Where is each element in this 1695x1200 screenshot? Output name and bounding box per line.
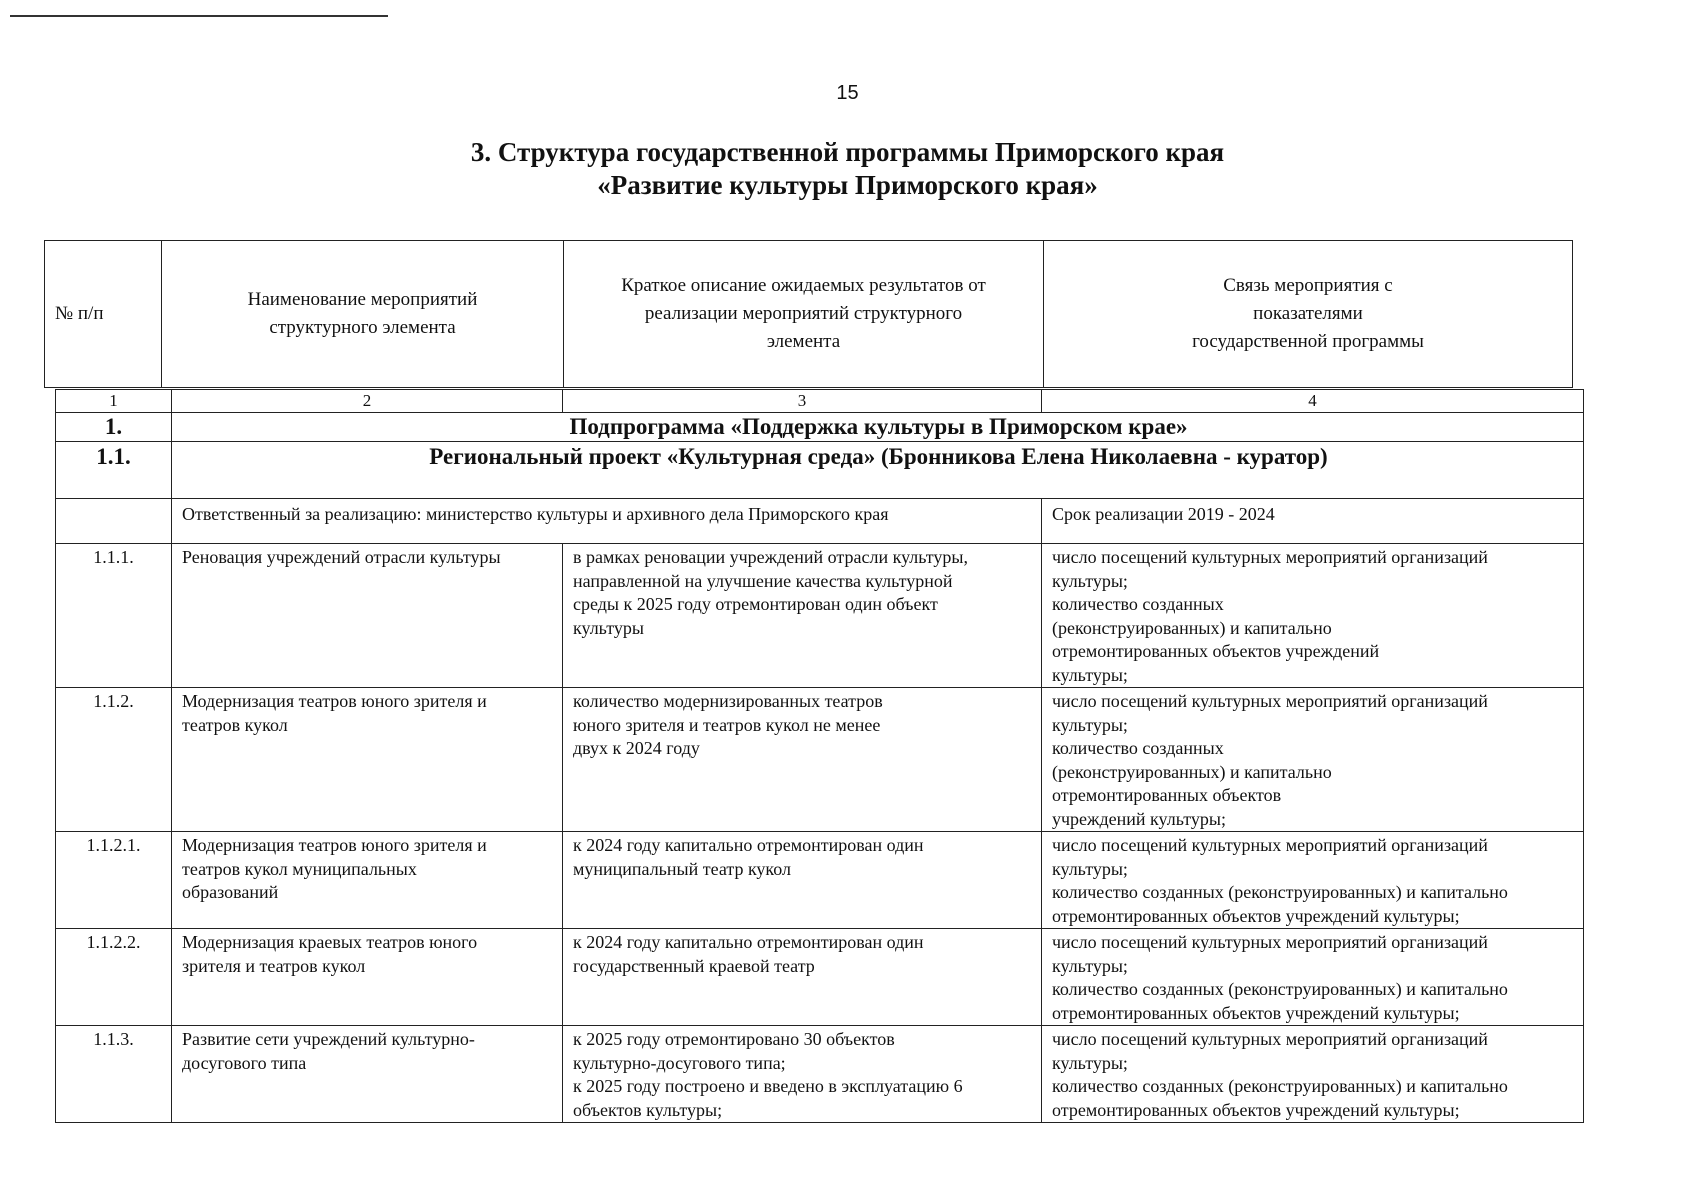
row-result-line: количество модернизированных театров xyxy=(573,691,883,711)
subprogram-number: 1. xyxy=(56,413,172,442)
row-result-line: среды к 2025 году отремонтирован один объект xyxy=(573,594,938,614)
row-link-line: отремонтированных объектов учреждений культуры; xyxy=(1052,905,1460,926)
row-name xyxy=(172,832,563,929)
row-link-line: культуры; xyxy=(1052,570,1128,591)
row-result-line: к 2025 году построено и введено в эксплуатацию 6 xyxy=(573,1076,963,1096)
header-col-result xyxy=(564,241,1044,388)
row-link-line: количество созданных xyxy=(1052,738,1224,758)
column-number: 4 xyxy=(1042,390,1584,413)
row-name-line: образований xyxy=(182,882,279,902)
row-name-line: Модернизация краевых театров юного xyxy=(182,932,478,952)
column-number-row xyxy=(56,390,1584,413)
column-number: 1 xyxy=(56,390,172,413)
header-col-link-line: показателями xyxy=(1253,303,1363,324)
row-result-line: юного зрителя и театров кукол не менее xyxy=(573,714,881,735)
responsible-empty-cell xyxy=(56,499,172,544)
title-line-1: 3. Структура государственной программы Приморского края xyxy=(470,137,1225,167)
row-name-line: театров кукол муниципальных xyxy=(182,858,417,879)
row-name xyxy=(172,688,563,832)
header-col-result-line: Краткое описание ожидаемых результатов от xyxy=(621,275,986,296)
header-col-link-line: Связь мероприятия с xyxy=(1223,275,1393,296)
project-row xyxy=(56,442,1584,499)
row-link-line: культуры; xyxy=(1052,955,1128,976)
row-indicator-link xyxy=(1042,929,1584,1026)
row-result-line: объектов культуры; xyxy=(573,1099,723,1120)
row-result xyxy=(563,544,1042,688)
project-title: Региональный проект «Культурная среда» (Бронникова Елена Николаевна - куратор) xyxy=(172,442,1584,499)
row-link-line: учреждений культуры; xyxy=(1052,808,1226,829)
table-row xyxy=(56,544,1584,688)
title-line-2: «Развитие культуры Приморского края» xyxy=(597,170,1098,200)
implementation-period: Срок реализации 2019 - 2024 xyxy=(1042,499,1584,544)
row-link-line: отремонтированных объектов учреждений культуры; xyxy=(1052,1099,1460,1120)
row-result-line: государственный краевой театр xyxy=(573,955,815,976)
document-title xyxy=(0,136,1695,202)
row-name-line: Развитие сети учреждений культурно- xyxy=(182,1029,475,1049)
row-result xyxy=(563,832,1042,929)
row-link-line: число посещений культурных мероприятий организаций xyxy=(1052,1029,1488,1049)
row-result xyxy=(563,929,1042,1026)
subprogram-row xyxy=(56,413,1584,442)
row-link-line: (реконструированных) и капитально xyxy=(1052,617,1332,638)
column-number: 2 xyxy=(172,390,563,413)
subprogram-title: Подпрограмма «Поддержка культуры в Приморском крае» xyxy=(172,413,1584,442)
row-name xyxy=(172,929,563,1026)
row-link-line: культуры; xyxy=(1052,664,1128,685)
row-result-line: к 2024 году капитально отремонтирован один xyxy=(573,835,924,855)
row-link-line: (реконструированных) и капитально xyxy=(1052,761,1332,782)
table-row xyxy=(56,832,1584,929)
row-link-line: отремонтированных объектов учреждений xyxy=(1052,641,1380,661)
header-col-number: № п/п xyxy=(45,241,162,388)
row-link-line: число посещений культурных мероприятий организаций xyxy=(1052,691,1488,711)
row-number: 1.1.3. xyxy=(56,1026,172,1123)
row-name-line: театров кукол xyxy=(182,714,288,735)
row-result-line: муниципальный театр кукол xyxy=(573,858,792,879)
table-row xyxy=(56,929,1584,1026)
header-col-link-line: государственной программы xyxy=(1192,331,1424,352)
row-link-line: отремонтированных объектов учреждений культуры; xyxy=(1052,1002,1460,1023)
row-indicator-link xyxy=(1042,1026,1584,1123)
row-result-line: направленной на улучшение качества культурной xyxy=(573,570,953,591)
row-link-line: культуры; xyxy=(1052,858,1128,879)
row-indicator-link xyxy=(1042,688,1584,832)
responsible-row xyxy=(56,499,1584,544)
row-link-line: количество созданных xyxy=(1052,594,1224,614)
column-number: 3 xyxy=(563,390,1042,413)
structure-table xyxy=(55,389,1584,1123)
row-number: 1.1.2.2. xyxy=(56,929,172,1026)
row-result-line: двух к 2024 году xyxy=(573,738,700,758)
row-result-line: к 2025 году отремонтировано 30 объектов xyxy=(573,1029,895,1049)
row-link-line: число посещений культурных мероприятий организаций xyxy=(1052,547,1488,567)
row-number: 1.1.2. xyxy=(56,688,172,832)
row-link-line: количество созданных (реконструированных) и капитально xyxy=(1052,882,1508,902)
header-col-name-line: Наименование мероприятий xyxy=(247,289,478,310)
row-link-line: культуры; xyxy=(1052,1052,1128,1073)
top-rule xyxy=(10,15,388,17)
header-col-link xyxy=(1044,241,1573,388)
row-number: 1.1.2.1. xyxy=(56,832,172,929)
row-indicator-link xyxy=(1042,832,1584,929)
row-name-line: Модернизация театров юного зрителя и xyxy=(182,835,487,855)
row-name xyxy=(172,544,563,688)
header-col-result-line: реализации мероприятий структурного xyxy=(644,303,963,324)
row-result-line: культурно-досугового типа; xyxy=(573,1052,786,1073)
row-result-line: к 2024 году капитально отремонтирован один xyxy=(573,932,924,952)
row-result xyxy=(563,1026,1042,1123)
header-row xyxy=(45,241,1573,388)
row-name-line: досугового типа xyxy=(182,1052,307,1073)
header-table xyxy=(44,240,1573,388)
row-indicator-link xyxy=(1042,544,1584,688)
header-col-name-line: структурного элемента xyxy=(269,317,456,338)
row-link-line: количество созданных (реконструированных) и капитально xyxy=(1052,1076,1508,1096)
row-number: 1.1.1. xyxy=(56,544,172,688)
row-name-line: Реновация учреждений отрасли культуры xyxy=(182,547,501,567)
row-link-line: отремонтированных объектов xyxy=(1052,785,1282,805)
row-link-line: количество созданных (реконструированных) и капитально xyxy=(1052,979,1508,999)
responsible-text: Ответственный за реализацию: министерство культуры и архивного дела Приморского края xyxy=(172,499,1042,544)
row-name xyxy=(172,1026,563,1123)
row-link-line: число посещений культурных мероприятий организаций xyxy=(1052,932,1488,952)
row-name-line: зрителя и театров кукол xyxy=(182,955,366,976)
row-link-line: культуры; xyxy=(1052,714,1128,735)
table-row xyxy=(56,1026,1584,1123)
row-result xyxy=(563,688,1042,832)
row-result-line: в рамках реновации учреждений отрасли культуры, xyxy=(573,547,969,567)
row-link-line: число посещений культурных мероприятий организаций xyxy=(1052,835,1488,855)
table-row xyxy=(56,688,1584,832)
header-col-result-line: элемента xyxy=(766,331,841,352)
project-number: 1.1. xyxy=(56,442,172,499)
page-number: 15 xyxy=(836,82,859,104)
header-col-name xyxy=(162,241,564,388)
row-name-line: Модернизация театров юного зрителя и xyxy=(182,691,487,711)
row-result-line: культуры xyxy=(573,617,644,638)
